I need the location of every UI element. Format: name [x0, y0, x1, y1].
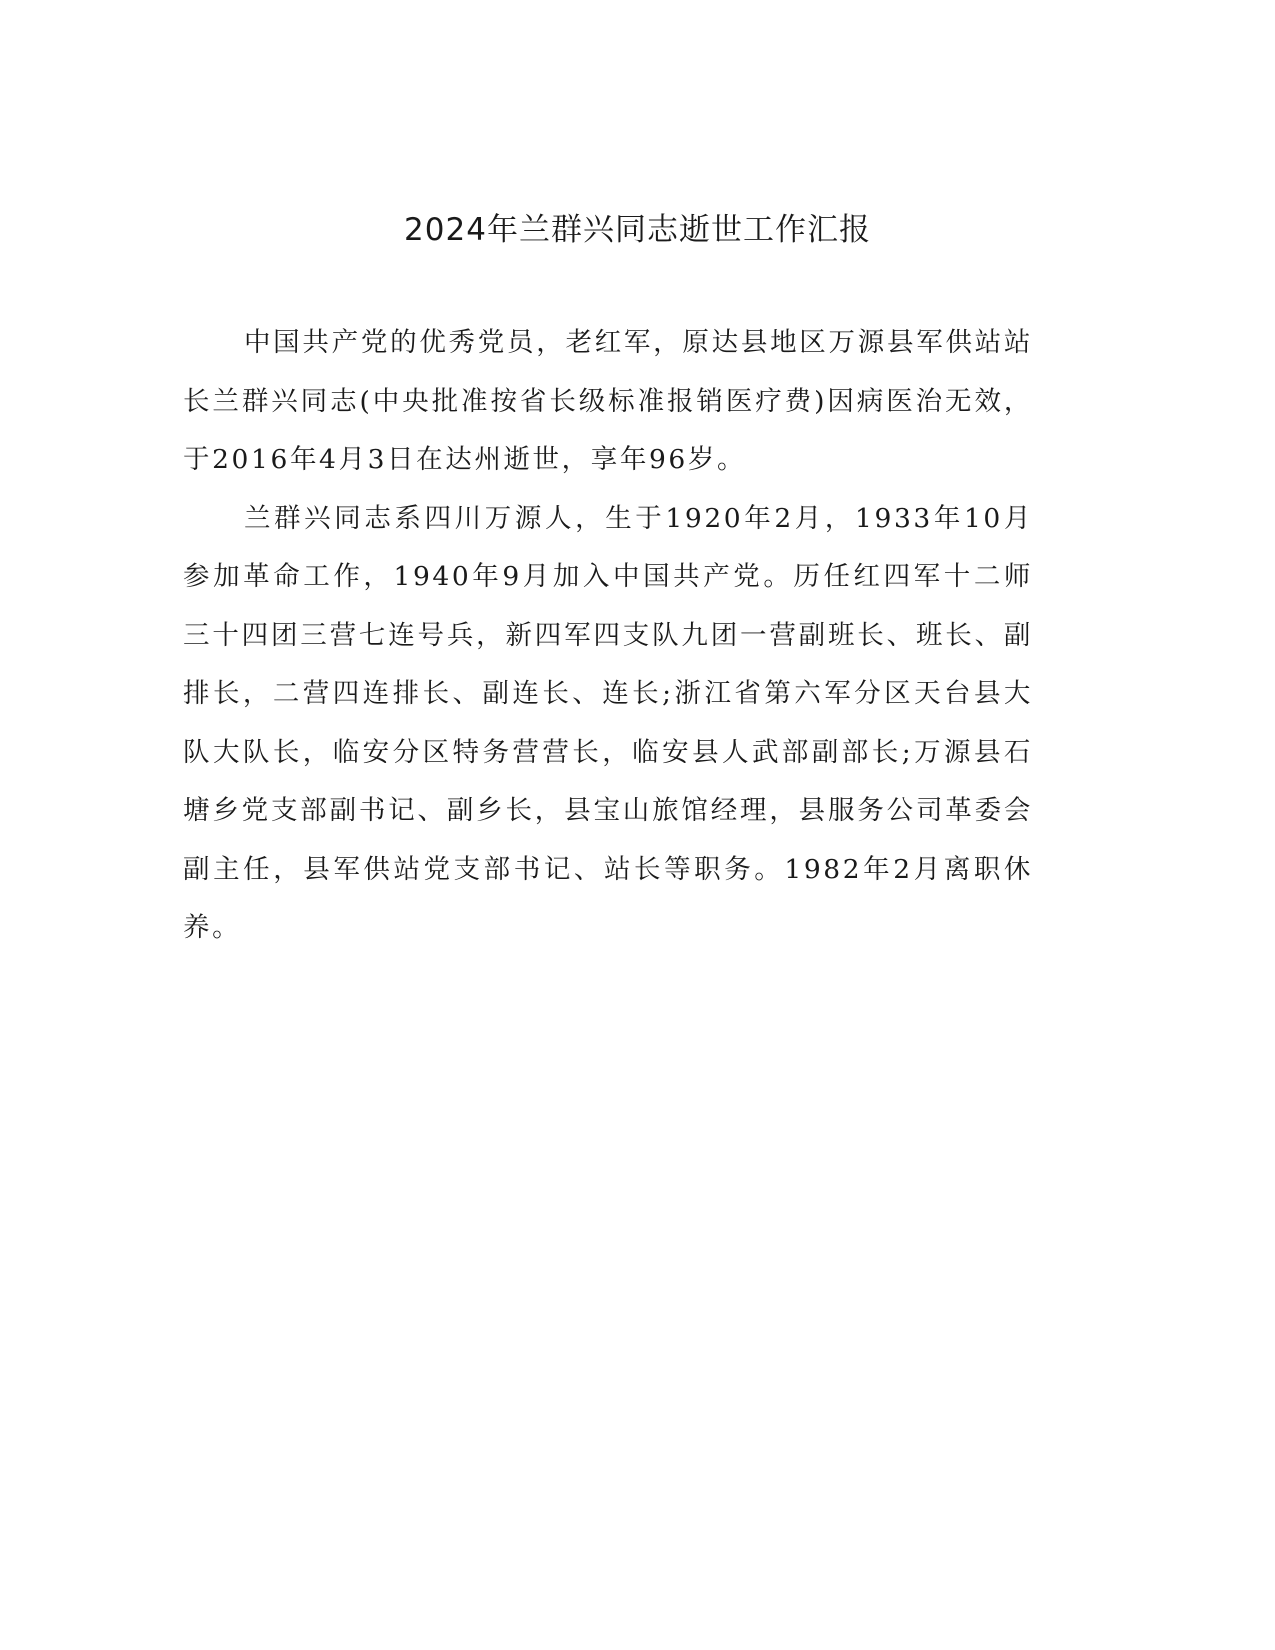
document-title: 2024年兰群兴同志逝世工作汇报 — [404, 212, 871, 248]
paragraph-2: 兰群兴同志系四川万源人，生于1920年2月，1933年10月参加革命工作，1940年9月加入中国共产党。历任红四军十二师三十四团三营七连号兵，新四军四支队九团一营副班长、班长、副排长，二营四连排长、副连长、连长;浙江省第六军分区天台县大队大队长，临安分区特务营营长，临安县人武部副部长;万源县石塘乡党支部副书记、副乡长，县宝山旅馆经理，县服务公司革委会副主任，县军供站党支部书记、站长等职务。1982年2月离职休养。 — [183, 502, 1033, 943]
paragraph-1: 中国共产党的优秀党员，老红军，原达县地区万源县军供站站长兰群兴同志(中央批准按省长级标准报销医疗费)因病医治无效，于2016年4月3日在达州逝世，享年96岁。 — [183, 327, 1033, 475]
document-body — [183, 314, 1033, 958]
